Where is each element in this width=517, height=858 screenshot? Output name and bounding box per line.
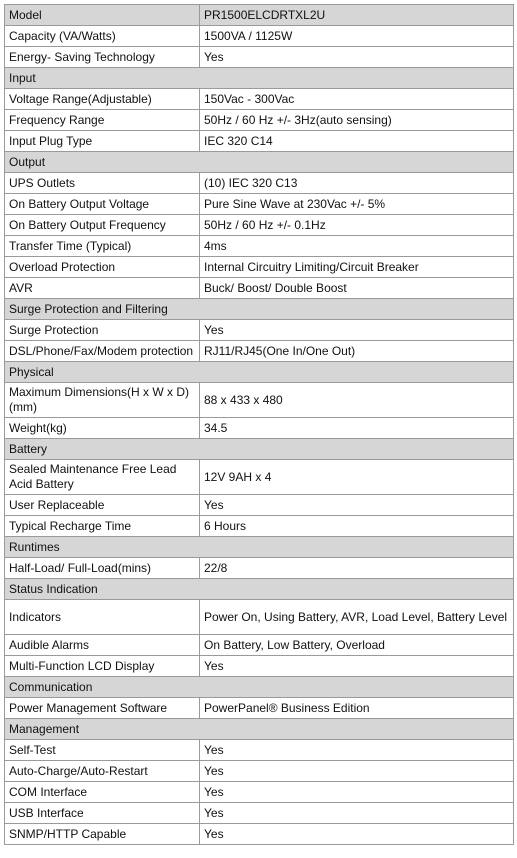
spec-value: Yes (200, 782, 514, 803)
spec-label: Power Management Software (5, 698, 200, 719)
spec-label: Self-Test (5, 740, 200, 761)
spec-value: 6 Hours (200, 516, 514, 537)
spec-row (5, 516, 514, 537)
spec-label: User Replaceable (5, 495, 200, 516)
spec-row (5, 110, 514, 131)
section-header-row (5, 299, 514, 320)
spec-label: Weight(kg) (5, 418, 200, 439)
spec-label: Voltage Range(Adjustable) (5, 89, 200, 110)
spec-row (5, 761, 514, 782)
spec-row (5, 698, 514, 719)
section-header-row (5, 537, 514, 558)
model-row (5, 5, 514, 26)
spec-value: Power On, Using Battery, AVR, Load Level, Battery Level (200, 600, 514, 635)
section-header-row (5, 677, 514, 698)
spec-label: On Battery Output Voltage (5, 194, 200, 215)
spec-label: SNMP/HTTP Capable (5, 824, 200, 845)
spec-value: 4ms (200, 236, 514, 257)
spec-value: Pure Sine Wave at 230Vac +/- 5% (200, 194, 514, 215)
spec-label: On Battery Output Frequency (5, 215, 200, 236)
spec-label: Indicators (5, 600, 200, 635)
spec-label: DSL/Phone/Fax/Modem protection (5, 341, 200, 362)
spec-row (5, 89, 514, 110)
spec-value: 1500VA / 1125W (200, 26, 514, 47)
spec-label: UPS Outlets (5, 173, 200, 194)
spec-row (5, 173, 514, 194)
section-header-row (5, 579, 514, 600)
spec-row (5, 194, 514, 215)
section-title: Battery (5, 439, 514, 460)
spec-row (5, 460, 514, 495)
spec-value: 12V 9AH x 4 (200, 460, 514, 495)
section-title: Runtimes (5, 537, 514, 558)
spec-value: 34.5 (200, 418, 514, 439)
spec-value: Internal Circuitry Limiting/Circuit Breaker (200, 257, 514, 278)
spec-row (5, 236, 514, 257)
spec-value: On Battery, Low Battery, Overload (200, 635, 514, 656)
spec-value: PowerPanel® Business Edition (200, 698, 514, 719)
spec-value: Yes (200, 761, 514, 782)
section-header-row (5, 439, 514, 460)
spec-value: 150Vac - 300Vac (200, 89, 514, 110)
spec-value: RJ11/RJ45(One In/One Out) (200, 341, 514, 362)
spec-value: Yes (200, 824, 514, 845)
spec-value: 50Hz / 60 Hz +/- 3Hz(auto sensing) (200, 110, 514, 131)
spec-row (5, 656, 514, 677)
spec-value: 50Hz / 60 Hz +/- 0.1Hz (200, 215, 514, 236)
spec-value: Buck/ Boost/ Double Boost (200, 278, 514, 299)
spec-label: Model (5, 5, 200, 26)
spec-value: Yes (200, 803, 514, 824)
spec-row (5, 383, 514, 418)
spec-value: PR1500ELCDRTXL2U (200, 5, 514, 26)
spec-label: COM Interface (5, 782, 200, 803)
spec-value: 88 x 433 x 480 (200, 383, 514, 418)
spec-label: Surge Protection (5, 320, 200, 341)
spec-label: Sealed Maintenance Free Lead Acid Battery (5, 460, 200, 495)
spec-label: Capacity (VA/Watts) (5, 26, 200, 47)
spec-row (5, 215, 514, 236)
spec-row (5, 495, 514, 516)
spec-value: Yes (200, 47, 514, 68)
spec-label: AVR (5, 278, 200, 299)
spec-label: Transfer Time (Typical) (5, 236, 200, 257)
spec-row (5, 47, 514, 68)
section-title: Communication (5, 677, 514, 698)
spec-row (5, 131, 514, 152)
spec-label: Overload Protection (5, 257, 200, 278)
spec-row (5, 341, 514, 362)
spec-label: Half-Load/ Full-Load(mins) (5, 558, 200, 579)
spec-value: IEC 320 C14 (200, 131, 514, 152)
spec-label: USB Interface (5, 803, 200, 824)
section-title: Output (5, 152, 514, 173)
spec-value: Yes (200, 740, 514, 761)
section-header-row (5, 719, 514, 740)
spec-table-body (5, 5, 514, 845)
spec-row (5, 558, 514, 579)
spec-row (5, 803, 514, 824)
spec-value: Yes (200, 495, 514, 516)
spec-table (4, 4, 514, 845)
spec-row (5, 278, 514, 299)
spec-label: Energy- Saving Technology (5, 47, 200, 68)
section-title: Physical (5, 362, 514, 383)
spec-row (5, 740, 514, 761)
section-header-row (5, 362, 514, 383)
spec-row (5, 824, 514, 845)
spec-row (5, 26, 514, 47)
spec-row (5, 418, 514, 439)
spec-row (5, 257, 514, 278)
section-title: Input (5, 68, 514, 89)
spec-value: Yes (200, 656, 514, 677)
spec-label: Input Plug Type (5, 131, 200, 152)
spec-row (5, 635, 514, 656)
spec-row (5, 782, 514, 803)
spec-label: Audible Alarms (5, 635, 200, 656)
spec-label: Multi-Function LCD Display (5, 656, 200, 677)
section-header-row (5, 68, 514, 89)
spec-row (5, 600, 514, 635)
section-header-row (5, 152, 514, 173)
section-title: Status Indication (5, 579, 514, 600)
spec-value: (10) IEC 320 C13 (200, 173, 514, 194)
spec-row (5, 320, 514, 341)
spec-label: Auto-Charge/Auto-Restart (5, 761, 200, 782)
section-title: Management (5, 719, 514, 740)
spec-value: Yes (200, 320, 514, 341)
spec-label: Frequency Range (5, 110, 200, 131)
spec-label: Typical Recharge Time (5, 516, 200, 537)
section-title: Surge Protection and Filtering (5, 299, 514, 320)
spec-label: Maximum Dimensions(H x W x D) (mm) (5, 383, 200, 418)
spec-value: 22/8 (200, 558, 514, 579)
